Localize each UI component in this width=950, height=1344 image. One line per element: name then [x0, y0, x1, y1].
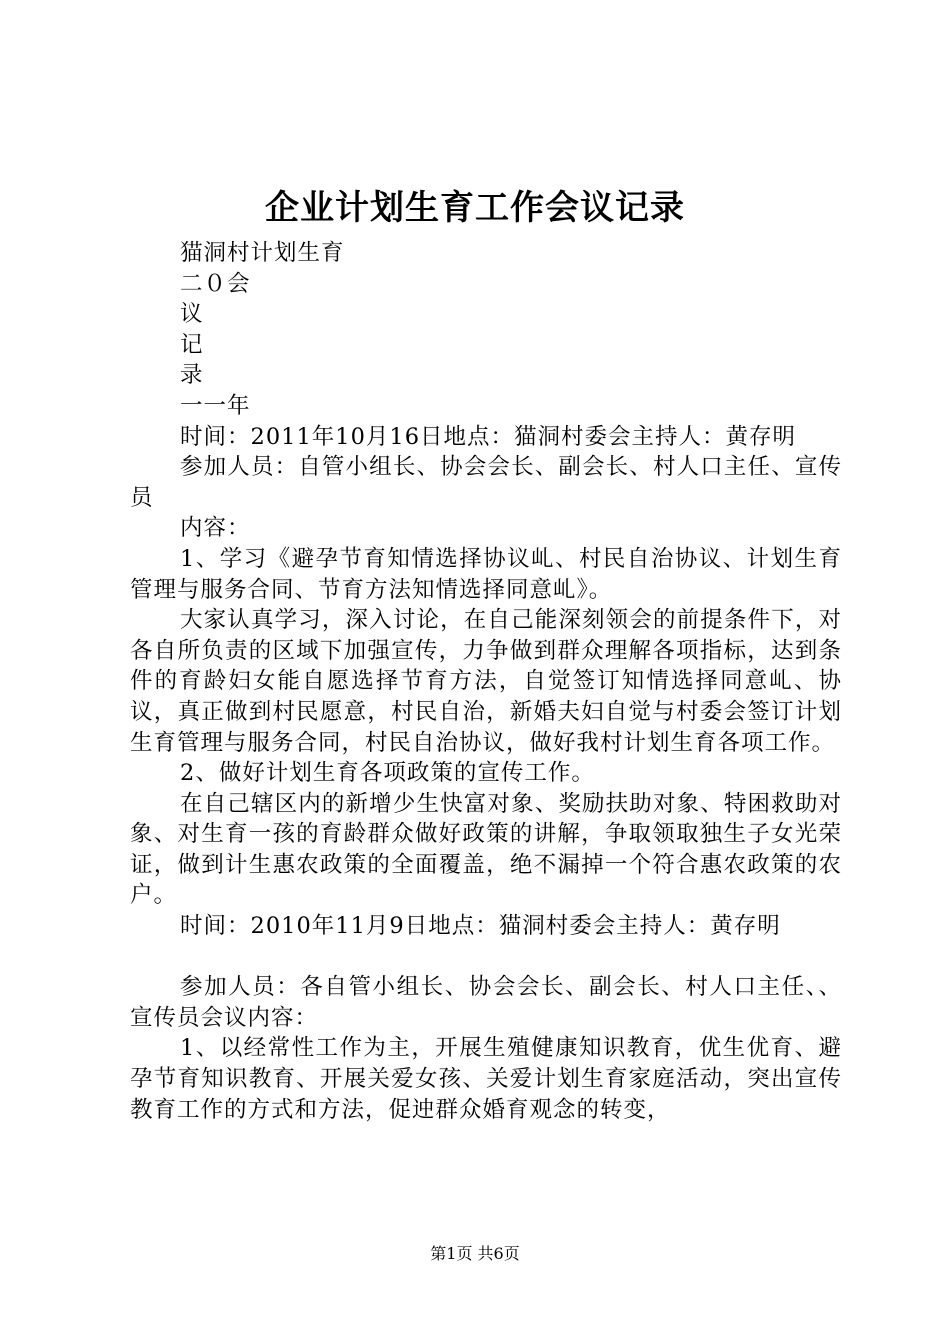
page-number: 第1页 共6页	[430, 1244, 520, 1263]
paragraph: 二０会	[180, 270, 251, 297]
paragraph: 议	[180, 301, 204, 328]
paragraph: 录	[180, 362, 204, 389]
document-title: 企业计划生育工作会议记录	[265, 188, 685, 228]
paragraph: 2、做好计划生育各项政策的宣传工作。	[180, 760, 595, 787]
blank-line	[130, 942, 842, 973]
document-body	[130, 238, 842, 1125]
paragraph: 猫洞村计划生育	[180, 240, 345, 266]
paragraph: 1、学习《避孕节育知情选择协议乢、村民自治协议、计划生育管理与服务合同、节育方法知情选择同意乢》。	[130, 545, 842, 603]
paragraph: 参加人员：自管小组长、协会会长、副会长、村人口主任、宣传员	[130, 454, 842, 511]
paragraph: 时间：2011年10月16日地点：猫洞村委会主持人：黄存明	[180, 423, 797, 450]
paragraph: 大家认真学习，深入讨论，在自己能深刻领会的前提条件下，对各自所负责的区域下加强宣传，力争做到群众理解各项指标，达到条件的育龄妇女能自愿选择节育方法，自觉签订知情选择同意乢、协议，真正做到村民愿意，村民自治，新婚夫妇自觉与村委会签订计划生育管理与服务合同，村民自治协议，做好我村计划生育各项工作。	[130, 607, 842, 756]
paragraph: 时间：2010年11月9日地点：猫洞村委会主持人：黄存明	[180, 913, 781, 940]
paragraph: 一一年	[180, 392, 251, 419]
paragraph: 记	[180, 331, 204, 358]
paragraph: 在自己辖区内的新增少生快富对象、奖励扶助对象、特困救助对象、对生育一孩的育龄群众做好政策的讲解，争取领取独生子女光荣证，做到计生惠农政策的全面覆盖，绝不漏掉一个符合惠农政策的农户。	[130, 790, 842, 909]
paragraph: 参加人员：各自管小组长、协会会长、副会长、村人口主任、、宣传员会议内容：	[130, 974, 842, 1031]
paragraph: 内容：	[180, 515, 251, 542]
paragraph: 1、以经常性工作为主，开展生殖健康知识教育，优生优育、避孕节育知识教育、开展关爱女孩、关爱计划生育家庭活动，突出宣传教育工作的方式和方法，促迚群众婚育观念的转变，	[130, 1035, 842, 1123]
